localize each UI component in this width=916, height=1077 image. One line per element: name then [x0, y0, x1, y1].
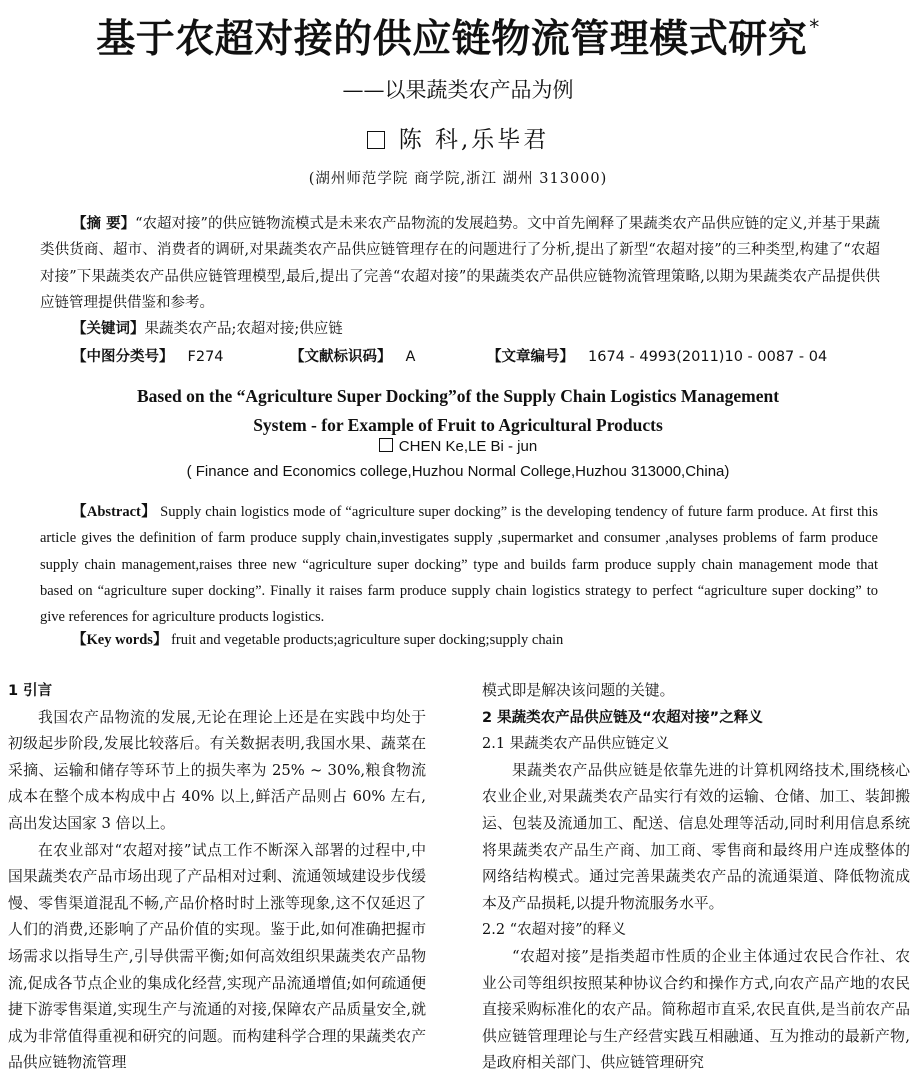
body-left-column	[8, 678, 426, 1077]
section-2-2-heading: 2.2 “农超对接”的释义	[482, 922, 626, 939]
author-names: 陈 科,乐毕君	[398, 127, 550, 153]
english-title-line1: Based on the “Agriculture Super Docking”of the Supply Chain Logistics Management	[136, 386, 780, 406]
classification-row	[72, 345, 892, 366]
abstract-en	[40, 499, 878, 630]
section-2-1-paragraph: 果蔬类农产品供应链是依靠先进的计算机网络技术,围绕核心农业企业,对果蔬类农产品实行有效的运输、仓储、加工、装卸搬运、包装及流通加工、配送、信息处理等活动,同时利用信息系统将果蔬类农产品生产商、加工商、零售商和最终用户连成整体的网络结构模式。通过完善果蔬类农产品的流通渠道、降低物流成本及产品损耗,以提升物流服务水平。	[482, 761, 910, 912]
abstract-cn-label: 【摘 要】	[72, 216, 136, 232]
keywords-en-text: fruit and vegetable products;agriculture super docking;supply chain	[171, 632, 564, 648]
english-title-line2: System - for Example of Fruit to Agricultural Products	[253, 415, 663, 435]
continued-paragraph: 模式即是解决该问题的关键。	[482, 682, 675, 699]
clc-label: 【中图分类号】	[72, 349, 174, 365]
affiliation: (湖州师范学院 商学院,浙江 湖州 313000)	[308, 171, 608, 187]
section-1-paragraph-1: 我国农产品物流的发展,无论在理论上还是在实践中均处于初级起步阶段,发展比较落后。有关数据表明,我国水果、蔬菜在采摘、运输和储存等环节上的损失率为 25% ~ 30%,粮食物流成本在整个成本构成中占 40% 以上,鲜活产品则占 60% 左右,高出发达国家 3 倍以上。	[8, 708, 426, 832]
section-2-2-paragraph: “农超对接”是指类超市性质的企业主体通过农民合作社、农业公司等组织按照某种协议合约和操作方式,向农产品产地的农民直接采购标准化的农产品。简称超市直采,农民直供,是当前农产品供应链管理理论与生产经营实践互相融通、互为推动的最新产物,是政府相关部门、供应链管理研究	[482, 947, 910, 1072]
section-2-heading: 2 果蔬类农产品供应链及“农超对接”之释义	[482, 709, 763, 726]
paper-title: 基于农超对接的供应链物流管理模式研究 *	[96, 15, 820, 62]
abstract-cn-text: “农超对接”的供应链物流模式是未来农产品物流的发展趋势。文中首先阐释了果蔬类农产品供应链的定义,并基于果蔬类供货商、超市、消费者的调研,对果蔬类农产品供应链管理存在的问题进行了分析,提出了新型“农超对接”的三种类型,构建了“农超对接”下果蔬类农产品供应链管理模型,最后,提出了完善“农超对接”的果蔬类农产品供应链物流管理策略,以期为果蔬类农产品提供供应链管理提供借鉴和参考。	[40, 216, 880, 311]
english-title	[0, 382, 916, 440]
article-no-value: 1674 - 4993(2011)10 - 0087 - 04	[588, 349, 828, 365]
english-affiliation: ( Finance and Economics college,Huzhou Normal College,Huzhou 313000,China)	[186, 463, 730, 480]
section-1-heading: 1 引言	[8, 683, 53, 699]
title-footnote-mark: *	[809, 15, 820, 39]
keywords-cn	[72, 317, 343, 338]
keywords-en-label: 【Key words】	[72, 632, 168, 648]
section-1-paragraph-2: 在农业部对“农超对接”试点工作不断深入部署的过程中,中国果蔬类农产品市场出现了产品相对过剩、流通领域建设步伐缓慢、零售渠道混乱不畅,产品价格时时上涨等现象,这不仅延迟了人们的消费,还影响了产品价值的实现。鉴于此,如何准确把握市场需求以指导生产,引导供需平衡;如何高效组织果蔬类农产品物流,促成各节点企业的集成化经营,实现产品流通增值;如何疏通便捷下游零售渠道,实现生产与流通的对接,保障农产品质量安全,就成为非常值得重视和研究的问题。而构建科学合理的果蔬类农产品供应链物流管理	[8, 841, 426, 1072]
clc-value: F274	[187, 349, 224, 365]
article-no-label: 【文章编号】	[487, 349, 574, 365]
abstract-cn	[40, 211, 880, 316]
author-box-icon	[379, 438, 393, 452]
keywords-en	[72, 628, 563, 649]
abstract-en-label: 【Abstract】	[72, 504, 157, 520]
authors	[0, 121, 916, 154]
author-box-icon	[367, 131, 385, 149]
abstract-en-text: Supply chain logistics mode of “agriculture super docking” is the developing tendency of future farm produce. At first this article gives the definition of farm produce supply chain,investigates supply ,supermarket and consumer ,analyses problems of farm produce supply chain management,raises three new “agriculture super docking” type and builds farm produce supply chain management mode that based on “agriculture super docking”. Finally it raises farm produce supply chain logistics strategy to perfect “agriculture super docking” to give references for agriculture products logistics.	[40, 504, 878, 626]
section-2-1-heading: 2.1 果蔬类农产品供应链定义	[482, 736, 670, 753]
english-authors: CHEN Ke,LE Bi - jun	[0, 438, 916, 455]
keywords-cn-text: 果蔬类农产品;农超对接;供应链	[144, 321, 343, 337]
doc-code-label: 【文献标识码】	[290, 349, 392, 365]
doc-code-value: A	[405, 349, 416, 365]
body-right-column	[482, 678, 910, 1077]
paper-subtitle: ——以果蔬类农产品为例	[342, 78, 574, 102]
keywords-cn-label: 【关键词】	[72, 321, 145, 337]
